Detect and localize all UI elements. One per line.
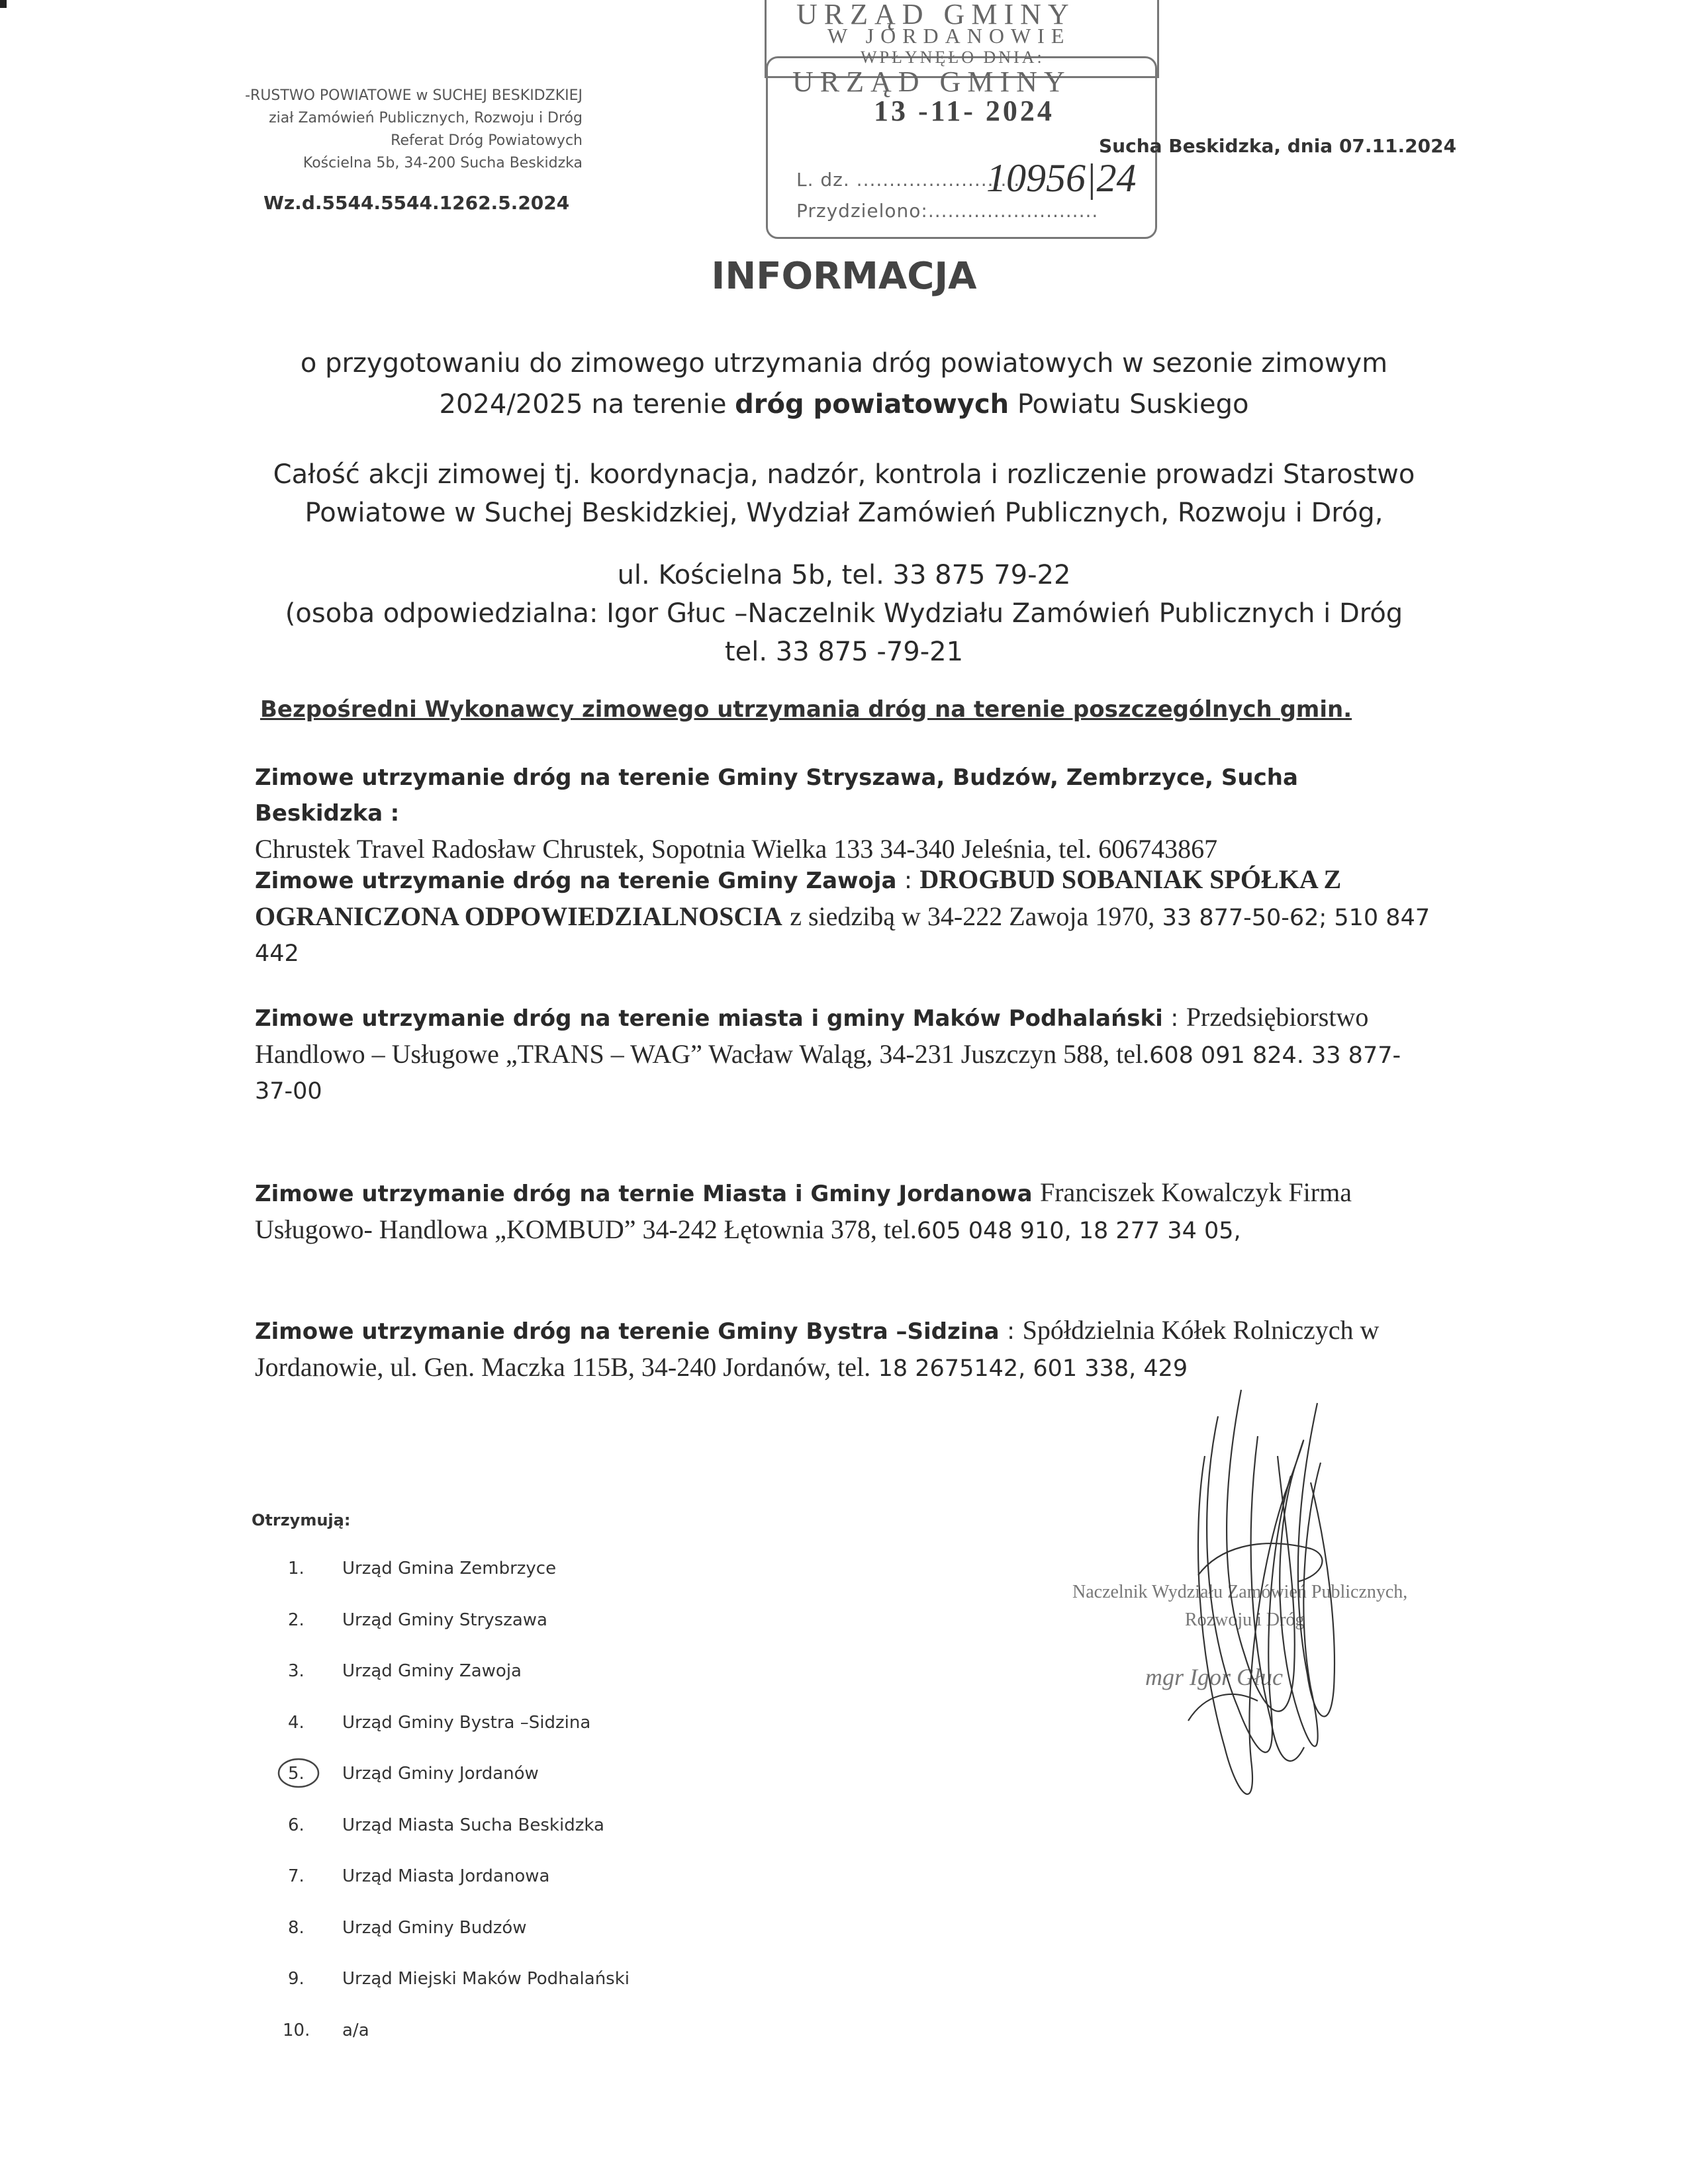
issuer-line: ział Zamówień Publicznych, Rozwoju i Dróg — [269, 110, 583, 126]
issuer-stamp — [238, 85, 583, 175]
scan-edge-mark — [0, 0, 7, 8]
list-item: 10. a/a — [283, 2020, 369, 2040]
contact-phone: tel. 33 875 -79-21 — [724, 637, 964, 667]
receipt-stamp — [765, 0, 1162, 238]
recipients-heading: Otrzymują: — [252, 1511, 351, 1529]
recipients-list — [283, 1559, 630, 2071]
handwritten-signature — [1178, 1377, 1350, 1827]
document-title: INFORMACJA — [711, 255, 977, 298]
list-item: 7. Urząd Miasta Jordanowa — [288, 1866, 550, 1886]
contractor-entry: Zimowe utrzymanie dróg na terenie Gminy Zawoja : DROGBUD SOBANIAK SPÓŁKA Z OGRANICZONA ODPOWIEDZIALNOSCIA z siedzibą w 34-222 Zawoja 1970, 33 877-50-62; 510 847 442 — [255, 864, 1430, 967]
list-item: 4. Urząd Gminy Bystra –Sidzina — [288, 1712, 591, 1733]
contractor-entry: Zimowe utrzymanie dróg na terenie Gminy Stryszawa, Budzów, Zembrzyce, Sucha Beskidzka : Chrustek Travel Radosław Chrustek, Sopotnia Wielka 133 34-340 Jeleśnia, tel. 606743867 — [255, 764, 1298, 864]
list-item: 5. Urząd Gminy Jordanów — [288, 1764, 630, 1815]
stamp-ld-value: 10956|24 — [986, 156, 1137, 200]
list-item: 6. Urząd Miasta Sucha Beskidzka — [288, 1815, 604, 1835]
contact-person: (osoba odpowiedzialna: Igor Głuc –Naczelnik Wydziału Zamówień Publicznych i Dróg — [285, 598, 1403, 629]
intro-season-line: 2024/2025 na terenie dróg powiatowych Powiatu Suskiego — [439, 389, 1249, 420]
reference-number: Wz.d.5544.5544.1262.5.2024 — [263, 192, 570, 214]
document-date: Sucha Beskidzka, dnia 07.11.2024 — [1099, 135, 1457, 157]
contractor-entry: Zimowe utrzymanie dróg na ternie Miasta i Gminy Jordanowa Franciszek Kowalczyk Firma Usługowo- Handlowa „KOMBUD” 34-242 Łętownia 378, tel.605 048 910, 18 277 34 05, — [255, 1177, 1352, 1244]
stamp-line: WPŁYNĘŁO DNIA: — [861, 48, 1045, 67]
list-item: 3. Urząd Gminy Zawoja — [288, 1661, 522, 1681]
stamp-received-date: 13 -11- 2024 — [874, 95, 1055, 127]
intro-line: Całość akcji zimowej tj. koordynacja, nadzór, kontrola i rozliczenie prowadzi Starostwo — [273, 459, 1415, 490]
contractor-entry: Zimowe utrzymanie dróg na terenie Gminy Bystra –Sidzina : Spółdzielnia Kółek Rolniczych w Jordanowie, ul. Gen. Maczka 115B, 34-240 Jordanów, tel. 18 2675142, 601 338, 429 — [255, 1315, 1380, 1382]
contact-address: ul. Kościelna 5b, tel. 33 875 79-22 — [617, 560, 1071, 590]
issuer-line: -RUSTWO POWIATOWE w SUCHEJ BESKIDZKIEJ — [245, 87, 583, 104]
stamp-ld-label: L. dz. ......................... — [796, 169, 1021, 191]
list-item: 8. Urząd Gminy Budzów — [288, 1917, 527, 1938]
section-heading: Bezpośredni Wykonawcy zimowego utrzymania dróg na terenie poszczególnych gmin. — [260, 696, 1352, 723]
stamp-assigned-label: Przydzielono:.......................... — [796, 200, 1099, 222]
list-item: 1. Urząd Gmina Zembrzyce — [288, 1559, 557, 1578]
list-item: 9. Urząd Miejski Maków Podhalański — [288, 1969, 630, 1989]
intro-line: Powiatowe w Suchej Beskidzkiej, Wydział Zamówień Publicznych, Rozwoju i Dróg, — [305, 498, 1383, 528]
contractor-entry: Zimowe utrzymanie dróg na terenie miasta i gminy Maków Podhalański : Przedsiębiorstwo Handlowo – Usługowe „TRANS – WAG” Wacław Waląg, 34-231 Juszczyn 588, tel.608 091 824. 33 877-37-00 — [255, 1002, 1401, 1105]
signature-title: Naczelnik Wydziału Zamówień Publicznych, Rozwoju i Dróg mgr Igor Głuc — [1072, 1582, 1408, 1690]
stamp-line: URZĄD GMINY — [792, 66, 1072, 98]
list-item: 2. Urząd Gminy Stryszawa — [288, 1610, 547, 1630]
issuer-line: Kościelna 5b, 34-200 Sucha Beskidzka — [303, 155, 583, 171]
stamp-line: W JORDANOWIE — [827, 24, 1071, 48]
intro-line: o przygotowaniu do zimowego utrzymania dróg powiatowych w sezonie zimowym — [300, 348, 1388, 379]
issuer-line: Referat Dróg Powiatowych — [391, 132, 583, 149]
stamp-line: URZĄD GMINY — [796, 0, 1076, 30]
hand-drawn-circle — [276, 1756, 322, 1792]
